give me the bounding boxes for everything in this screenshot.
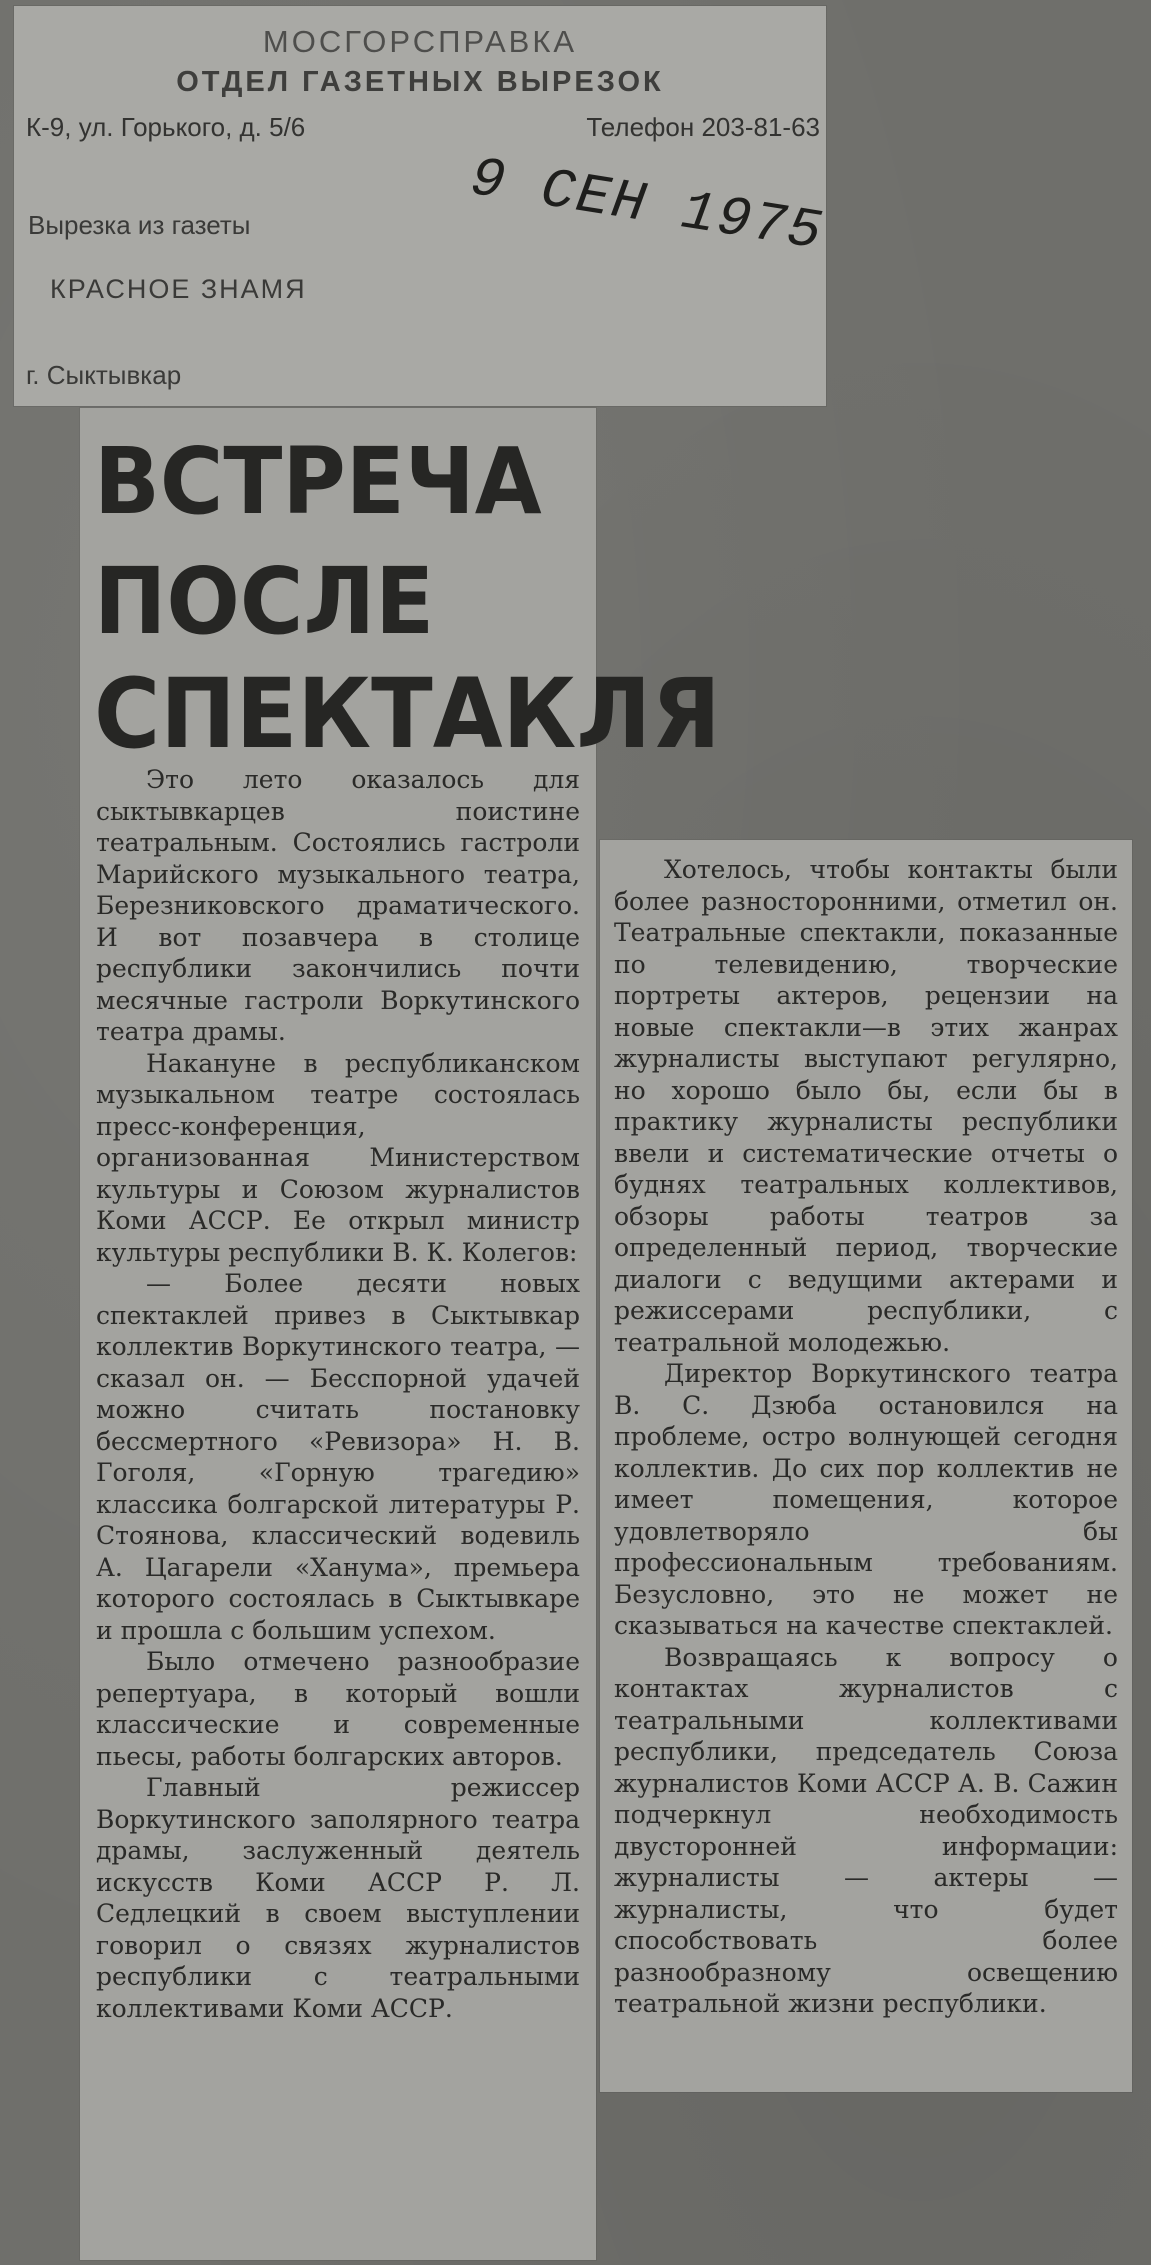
headline-line-3: СПЕКТАКЛЯ [94, 658, 721, 770]
agency-name: МОСГОРСПРАВКА [262, 24, 578, 59]
headline-line-2: ПОСЛЕ [94, 548, 435, 655]
paragraph: Директор Воркутинского театра В. С. Дзюба остановился на проблеме, остро волнующей сегодня коллектив. До сих пор коллектив не имеет помещения, которое удовлетворяло бы профессиональным требованиям. Безусловно, это не может не сказываться на качестве спектаклей. [614, 1359, 1118, 1640]
article-right-column [600, 840, 1132, 2092]
newspaper-name: КРАСНОЕ ЗНАМЯ [50, 274, 307, 304]
agency-phone: Телефон 203-81-63 [586, 112, 820, 142]
newspaper-city: г. Сыктывкар [26, 360, 182, 390]
date-stamp: 9 СЕН 1975 [465, 146, 828, 265]
clipping-source-label: Вырезка из газеты [28, 210, 251, 240]
agency-address: К-9, ул. Горького, д. 5/6 [26, 112, 306, 142]
article-body-right [614, 854, 1118, 2020]
article-body-left [96, 764, 580, 2024]
paragraph: Было отмечено разнообразие репертуара, в который вошли классические и современные пьесы, работы болгарских авторов. [96, 1647, 580, 1771]
paragraph: Это лето оказалось для сыктывкарцев поистине театральным. Состоялись гастроли Марийского музыкального театра, Березниковского драматического. И вот позавчера в столице республики закончились почти месячные гастроли Воркутинского театра драмы. [96, 765, 580, 1046]
paragraph: — Более десяти новых спектаклей привез в Сыктывкар коллектив Воркутинского театра, — сказал он. — Бесспорной удачей можно считать постановку бессмертного «Ревизора» Н. В. Гоголя, «Горную трагедию» классика болгарской литературы Р. Стоянова, классический водевиль А. Цагарели «Ханума», премьера которого состоялась в Сыктывкаре и прошла с большим успехом. [96, 1269, 580, 1645]
paragraph: Накануне в республиканском музыкальном театре состоялась пресс-конференция, организованная Министерством культуры и Союзом журналистов Коми АССР. Ее открыл министр культуры республики В. К. Колегов: [96, 1048, 580, 1267]
paragraph: Хотелось, чтобы контакты были более разносторонними, отметил он. Театральные спектакли, показанные по телевидению, творческие портреты актеров, рецензии на новые спектакли—в этих жанрах журналисты выступают регулярно, но хорошо было бы, если бы в практику журналисты республики ввели и систематические отчеты о буднях театральных коллективов, обзоры работы театров за определенный период, творческие диалоги с ведущими актерами и режиссерами республики, с театральной молодежью. [614, 855, 1118, 1357]
clipping-stamp-card [14, 6, 826, 406]
article-left-column [80, 408, 721, 2260]
department-name: ОТДЕЛ ГАЗЕТНЫХ ВЫРЕЗОК [176, 66, 664, 98]
paragraph: Возвращаясь к вопросу о контактах журналистов с театральными коллективами республики, председатель Союза журналистов Коми АССР А. В. Сажин подчеркнул необходимость двусторонней информации: журналисты — актеры — журналисты, что будет способствовать более разнообразному освещению театральной жизни республики. [614, 1642, 1118, 2018]
headline-line-1: ВСТРЕЧА [94, 428, 542, 535]
paragraph: Главный режиссер Воркутинского заполярного театра драмы, заслуженный деятель искусств Коми АССР Р. Л. Седлецкий в своем выступлении говорил о связях журналистов республики с театральными коллективами Коми АССР. [96, 1773, 580, 2023]
